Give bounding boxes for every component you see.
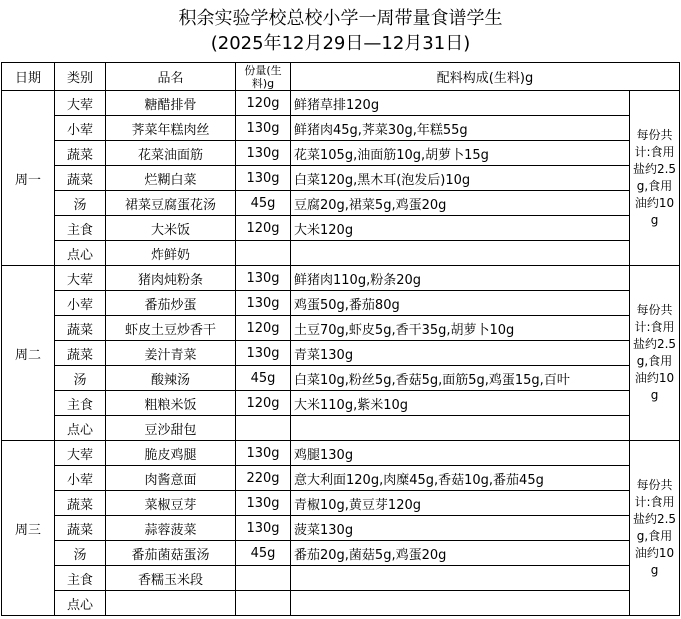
- dish-name-cell: 香糯玉米段: [106, 566, 236, 591]
- day-label: 周三: [2, 441, 55, 616]
- category-cell: 小荤: [55, 116, 106, 141]
- day-label: 周一: [2, 91, 55, 266]
- composition-cell: 白菜10g,粉丝5g,香菇5g,面筋5g,鸡蛋15g,百叶: [291, 366, 630, 391]
- composition-cell: 花菜105g,油面筋10g,胡萝卜15g: [291, 141, 630, 166]
- category-cell: 大荤: [55, 91, 106, 116]
- category-cell: 蔬菜: [55, 491, 106, 516]
- composition-cell: 鲜猪肉45g,荠菜30g,年糕55g: [291, 116, 630, 141]
- quantity-cell: 130g: [236, 291, 291, 316]
- table-row: [2, 316, 680, 341]
- table-row: [2, 441, 680, 466]
- category-cell: 主食: [55, 391, 106, 416]
- table-row: [2, 241, 680, 266]
- quantity-cell: [236, 416, 291, 441]
- table-row: [2, 191, 680, 216]
- composition-cell: [291, 416, 630, 441]
- composition-cell: 青椒10g,黄豆芽120g: [291, 491, 630, 516]
- table-row: [2, 141, 680, 166]
- category-cell: 蔬菜: [55, 341, 106, 366]
- dish-name-cell: 豆沙甜包: [106, 416, 236, 441]
- category-cell: 蔬菜: [55, 516, 106, 541]
- category-cell: 点心: [55, 416, 106, 441]
- category-cell: 小荤: [55, 291, 106, 316]
- dish-name-cell: 脆皮鸡腿: [106, 441, 236, 466]
- dish-name-cell: 裙菜豆腐蛋花汤: [106, 191, 236, 216]
- dish-name-cell: 番茄炒蛋: [106, 291, 236, 316]
- header-dish-name: 品名: [106, 63, 236, 91]
- table-row: [2, 216, 680, 241]
- quantity-cell: 120g: [236, 216, 291, 241]
- header-category: 类别: [55, 63, 106, 91]
- quantity-cell: [236, 566, 291, 591]
- day-label: 周二: [2, 266, 55, 441]
- table-row: [2, 591, 680, 616]
- table-row: [2, 491, 680, 516]
- category-cell: 汤: [55, 541, 106, 566]
- table-row: [2, 91, 680, 116]
- composition-cell: [291, 566, 630, 591]
- dish-name-cell: 荠菜年糕肉丝: [106, 116, 236, 141]
- composition-cell: [291, 241, 630, 266]
- composition-cell: 番茄20g,菌菇5g,鸡蛋20g: [291, 541, 630, 566]
- dish-name-cell: 虾皮土豆炒香干: [106, 316, 236, 341]
- table-row: [2, 541, 680, 566]
- page-title: 积余实验学校总校小学一周带量食谱学生: [178, 8, 503, 29]
- table-row: [2, 291, 680, 316]
- dish-name-cell: 酸辣汤: [106, 366, 236, 391]
- composition-cell: 鸡蛋50g,番茄80g: [291, 291, 630, 316]
- table-row: [2, 366, 680, 391]
- composition-cell: 大米110g,紫米10g: [291, 391, 630, 416]
- dish-name-cell: 炸鲜奶: [106, 241, 236, 266]
- composition-cell: [291, 591, 630, 616]
- dish-name-cell: 肉酱意面: [106, 466, 236, 491]
- category-cell: 点心: [55, 591, 106, 616]
- table-row: [2, 341, 680, 366]
- quantity-cell: 45g: [236, 191, 291, 216]
- quantity-cell: 45g: [236, 541, 291, 566]
- category-cell: 大荤: [55, 441, 106, 466]
- quantity-cell: 130g: [236, 341, 291, 366]
- page-subtitle-date-range: (2025年12月29日—12月31日): [210, 33, 471, 54]
- composition-cell: 土豆70g,虾皮5g,香干35g,胡萝卜10g: [291, 316, 630, 341]
- category-cell: 蔬菜: [55, 141, 106, 166]
- composition-cell: 白菜120g,黑木耳(泡发后)10g: [291, 166, 630, 191]
- quantity-cell: 130g: [236, 266, 291, 291]
- quantity-cell: 130g: [236, 441, 291, 466]
- composition-cell: 大米120g: [291, 216, 630, 241]
- table-row: [2, 266, 680, 291]
- nutrition-note: [630, 441, 680, 616]
- header-date: 日期: [2, 63, 55, 91]
- dish-name-cell: 糖醋排骨: [106, 91, 236, 116]
- dish-name-cell: 大米饭: [106, 216, 236, 241]
- composition-cell: 青菜130g: [291, 341, 630, 366]
- quantity-cell: 130g: [236, 491, 291, 516]
- table-row: [2, 516, 680, 541]
- quantity-cell: 130g: [236, 166, 291, 191]
- category-cell: 汤: [55, 191, 106, 216]
- header-quantity: 份量(生料)g: [236, 63, 291, 91]
- dish-name-cell: 猪肉炖粉条: [106, 266, 236, 291]
- table-row: [2, 416, 680, 441]
- table-row: [2, 166, 680, 191]
- category-cell: 汤: [55, 366, 106, 391]
- nutrition-note: [630, 266, 680, 441]
- quantity-cell: [236, 591, 291, 616]
- quantity-cell: 120g: [236, 316, 291, 341]
- category-cell: 主食: [55, 566, 106, 591]
- composition-cell: 意大利面120g,肉糜45g,香菇10g,番茄45g: [291, 466, 630, 491]
- category-cell: 小荤: [55, 466, 106, 491]
- quantity-cell: 45g: [236, 366, 291, 391]
- table-row: [2, 116, 680, 141]
- nutrition-note-text: 每份共计:食用盐约2.5g,食用油约10g: [632, 128, 677, 227]
- category-cell: 点心: [55, 241, 106, 266]
- table-row: [2, 566, 680, 591]
- dish-name-cell: 烂糊白菜: [106, 166, 236, 191]
- quantity-cell: [236, 241, 291, 266]
- composition-cell: 菠菜130g: [291, 516, 630, 541]
- dish-name-cell: 花菜油面筋: [106, 141, 236, 166]
- quantity-cell: 220g: [236, 466, 291, 491]
- table-row: [2, 391, 680, 416]
- composition-cell: 鲜猪草排120g: [291, 91, 630, 116]
- header-row: [2, 63, 680, 91]
- nutrition-note: [630, 91, 680, 266]
- dish-name-cell: 姜汁青菜: [106, 341, 236, 366]
- category-cell: 大荤: [55, 266, 106, 291]
- quantity-cell: 130g: [236, 141, 291, 166]
- nutrition-note-text: 每份共计:食用盐约2.5g,食用油约10g: [632, 303, 677, 402]
- dish-name-cell: 蒜蓉菠菜: [106, 516, 236, 541]
- nutrition-note-text: 每份共计:食用盐约2.5g,食用油约10g: [632, 478, 677, 577]
- category-cell: 蔬菜: [55, 316, 106, 341]
- quantity-cell: 120g: [236, 391, 291, 416]
- composition-cell: 鸡腿130g: [291, 441, 630, 466]
- dish-name-cell: 粗粮米饭: [106, 391, 236, 416]
- dish-name-cell: 菜椒豆芽: [106, 491, 236, 516]
- category-cell: 蔬菜: [55, 166, 106, 191]
- menu-table: [1, 62, 680, 616]
- dish-name-cell: [106, 591, 236, 616]
- quantity-cell: 130g: [236, 116, 291, 141]
- quantity-cell: 120g: [236, 91, 291, 116]
- dish-name-cell: 番茄菌菇蛋汤: [106, 541, 236, 566]
- table-row: [2, 466, 680, 491]
- composition-cell: 豆腐20g,裙菜5g,鸡蛋20g: [291, 191, 630, 216]
- quantity-cell: 130g: [236, 516, 291, 541]
- category-cell: 主食: [55, 216, 106, 241]
- header-composition: 配料构成(生料)g: [291, 63, 680, 91]
- composition-cell: 鲜猪肉110g,粉条20g: [291, 266, 630, 291]
